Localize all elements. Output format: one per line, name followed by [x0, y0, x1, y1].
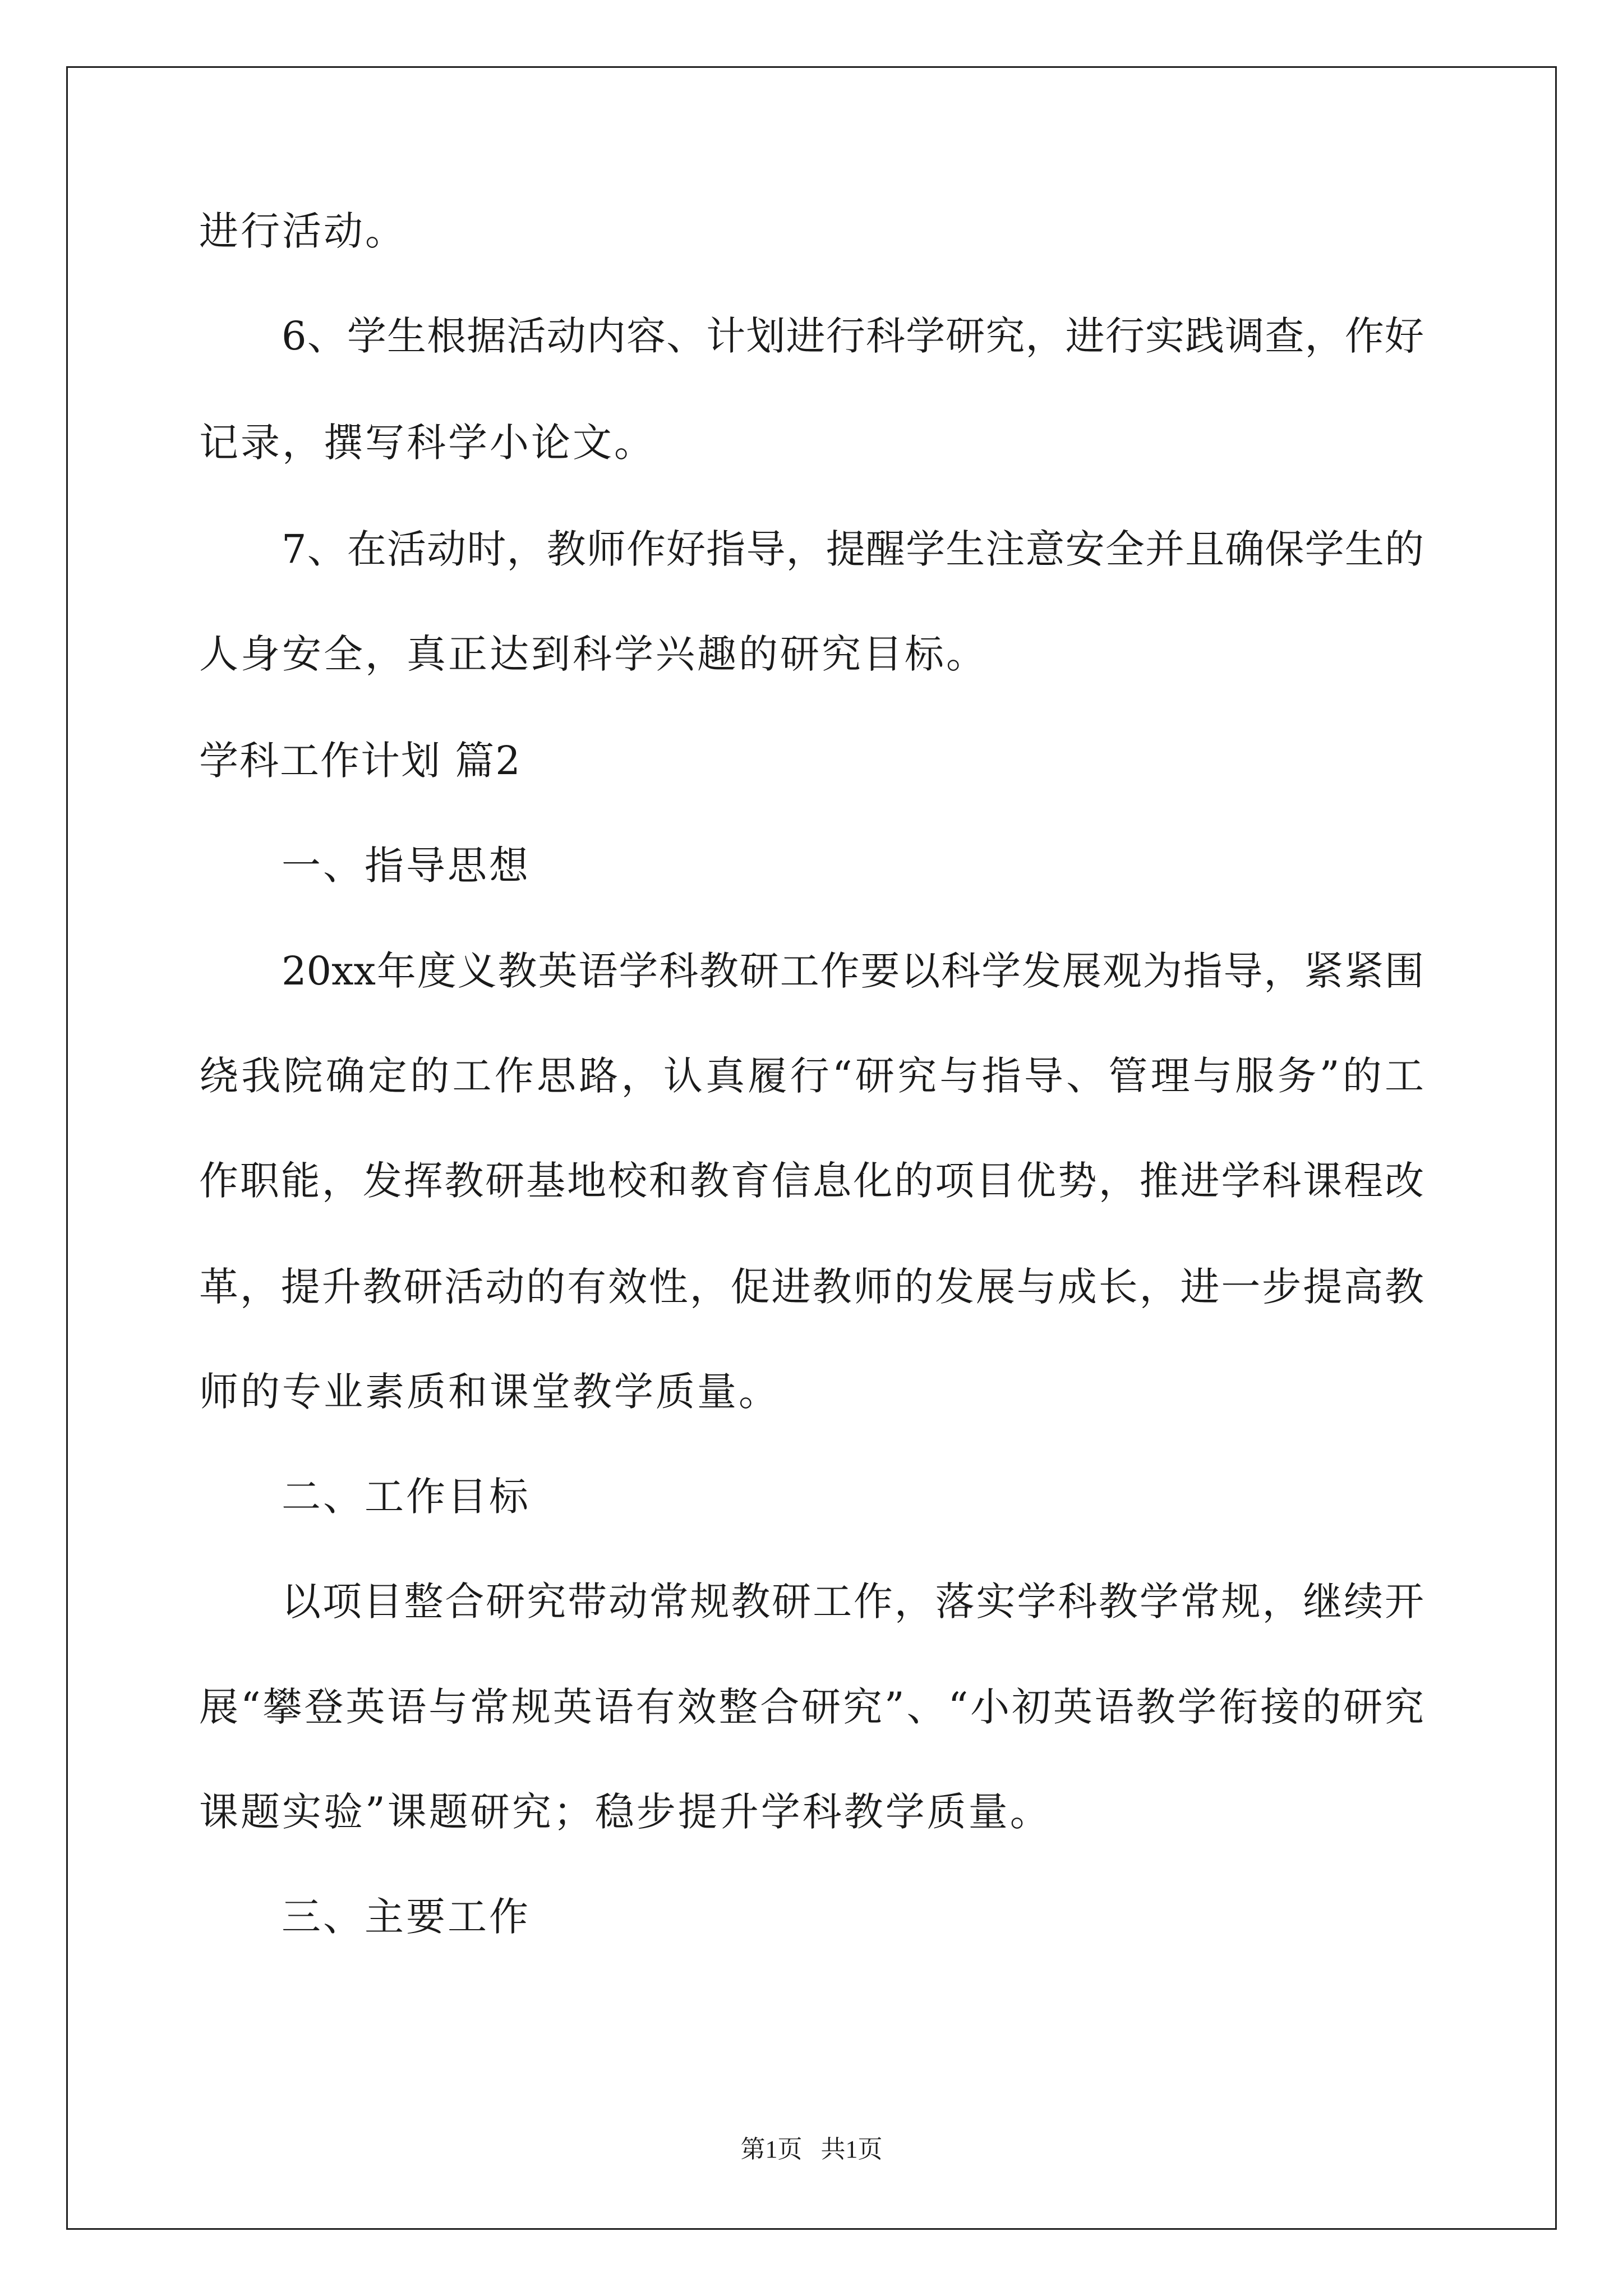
- paragraph-line: 作职能，发挥教研基地校和教育信息化的项目优势，推进学科课程改: [199, 1158, 1424, 1204]
- subheading-work-goals: 二、工作目标: [282, 1474, 531, 1520]
- paragraph-line: 20xx年度义教英语学科教研工作要以科学发展观为指导，紧紧围: [282, 948, 1424, 994]
- text-line: 进行活动。: [199, 208, 407, 254]
- section-heading: 学科工作计划 篇2: [199, 738, 522, 784]
- page-footer: 第1页 共1页: [740, 2136, 883, 2163]
- paragraph-line: 课题实验”课题研究；稳步提升学科教学质量。: [199, 1789, 1052, 1835]
- paragraph-item-7: 7、在活动时，教师作好指导，提醒学生注意安全并且确保学生的: [282, 526, 1424, 572]
- paragraph-line: 师的专业素质和课堂教学质量。: [199, 1369, 780, 1415]
- text-line: 人身安全，真正达到科学兴趣的研究目标。: [199, 631, 988, 677]
- paragraph-line: 绕我院确定的工作思路，认真履行“研究与指导、管理与服务”的工: [199, 1053, 1424, 1099]
- subheading-main-work: 三、主要工作: [282, 1894, 531, 1940]
- subheading-guiding-thought: 一、指导思想: [282, 843, 531, 889]
- text-line: 记录，撰写科学小论文。: [199, 420, 656, 466]
- paragraph-line: 革，提升教研活动的有效性，促进教师的发展与成长，进一步提高教: [199, 1264, 1424, 1310]
- paragraph-item-6: 6、学生根据活动内容、计划进行科学研究，进行实践调查，作好: [282, 313, 1424, 359]
- paragraph-line: 展“攀登英语与常规英语有效整合研究”、“小初英语教学衔接的研究: [199, 1684, 1424, 1730]
- paragraph-line: 以项目整合研究带动常规教研工作，落实学科教学常规，继续开: [282, 1579, 1424, 1625]
